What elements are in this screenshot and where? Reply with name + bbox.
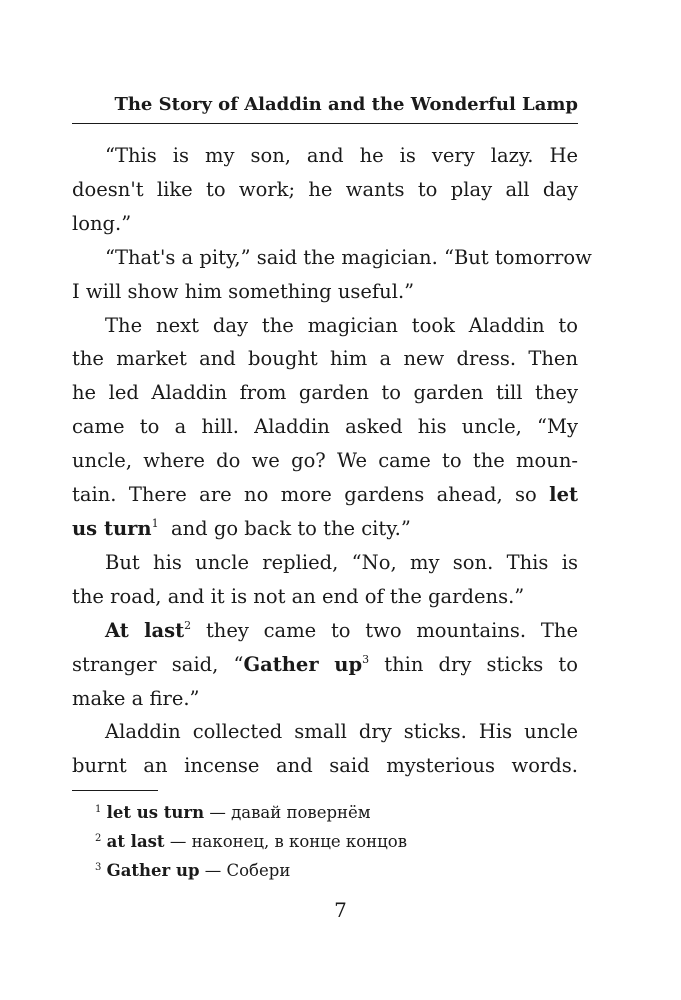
footnote-translation: Собери bbox=[226, 861, 291, 880]
body-text bbox=[72, 139, 592, 783]
footnote-1 bbox=[95, 798, 545, 827]
paragraph-2 bbox=[72, 241, 592, 309]
footnote-rule bbox=[72, 790, 158, 791]
text-line: But his uncle replied, “No, my son. This is bbox=[105, 550, 578, 574]
paragraph-3 bbox=[72, 309, 578, 546]
footnote-ref: 1 bbox=[151, 516, 159, 530]
text-line: he led Aladdin from garden to garden till they bbox=[72, 381, 578, 405]
footnote-ref: 3 bbox=[362, 652, 370, 666]
footnote-3 bbox=[95, 856, 545, 885]
text-line: burnt an incense and said mysterious words. bbox=[72, 754, 578, 778]
glossed-term-bold: us turn bbox=[72, 516, 152, 540]
text-fragment: they came to two mountains. The bbox=[205, 618, 578, 642]
text-line bbox=[72, 614, 578, 648]
footnote-term: let us turn bbox=[106, 803, 205, 822]
glossed-term-bold: At last bbox=[105, 618, 185, 642]
header-rule bbox=[72, 123, 578, 124]
text-line: Aladdin collected small dry sticks. His uncle bbox=[105, 720, 578, 744]
footnote-number: 2 bbox=[95, 833, 102, 844]
footnotes bbox=[95, 798, 545, 885]
page-number: 7 bbox=[334, 898, 347, 922]
paragraph-1 bbox=[72, 139, 578, 241]
footnote-translation: наконец, в конце концов bbox=[191, 832, 407, 851]
paragraph-6 bbox=[72, 715, 578, 783]
text-line: the market and bought him a new dress. Then bbox=[72, 347, 578, 371]
text-fragment: stranger said, “ bbox=[72, 652, 244, 676]
footnote-dash: — bbox=[169, 832, 187, 851]
text-line: “That's a pity,” said the magician. “But tomorrow bbox=[105, 245, 592, 269]
footnote-term: at last bbox=[106, 832, 165, 851]
footnote-translation: давай повернём bbox=[231, 803, 371, 822]
glossed-term-bold: let bbox=[549, 483, 578, 507]
footnote-2 bbox=[95, 827, 545, 856]
footnote-number: 3 bbox=[95, 862, 102, 873]
glossed-term-bold: Gather up bbox=[243, 652, 363, 676]
text-line: doesn't like to work; he wants to play all day bbox=[72, 177, 578, 201]
footnote-ref: 2 bbox=[184, 618, 192, 632]
text-line bbox=[72, 648, 578, 682]
text-line: “This is my son, and he is very lazy. He bbox=[105, 144, 578, 167]
text-line bbox=[72, 478, 578, 512]
text-line: uncle, where do we go? We came to the moun- bbox=[72, 449, 578, 473]
text-line: The next day the magician took Aladdin to bbox=[105, 313, 578, 337]
text-line: I will show him something useful.” bbox=[72, 279, 415, 303]
footnote-dash: — bbox=[209, 803, 226, 822]
paragraph-5 bbox=[72, 614, 578, 716]
text-fragment: thin dry sticks to bbox=[384, 652, 578, 676]
footnote-dash: — bbox=[204, 861, 222, 880]
text-line: make a fire.” bbox=[72, 686, 200, 710]
paragraph-4 bbox=[72, 546, 578, 614]
text-line: long.” bbox=[72, 211, 132, 235]
text-fragment: tain. There are no more gardens ahead, so bbox=[72, 483, 537, 507]
running-header: The Story of Aladdin and the Wonderful Lamp bbox=[114, 94, 578, 115]
text-fragment: and go back to the city.” bbox=[171, 516, 411, 540]
text-line bbox=[72, 512, 578, 546]
footnote-term: Gather up bbox=[106, 861, 200, 880]
footnote-number: 1 bbox=[95, 804, 102, 815]
text-line: the road, and it is not an end of the gardens.” bbox=[72, 584, 525, 608]
text-line: came to a hill. Aladdin asked his uncle, “My bbox=[72, 415, 578, 439]
